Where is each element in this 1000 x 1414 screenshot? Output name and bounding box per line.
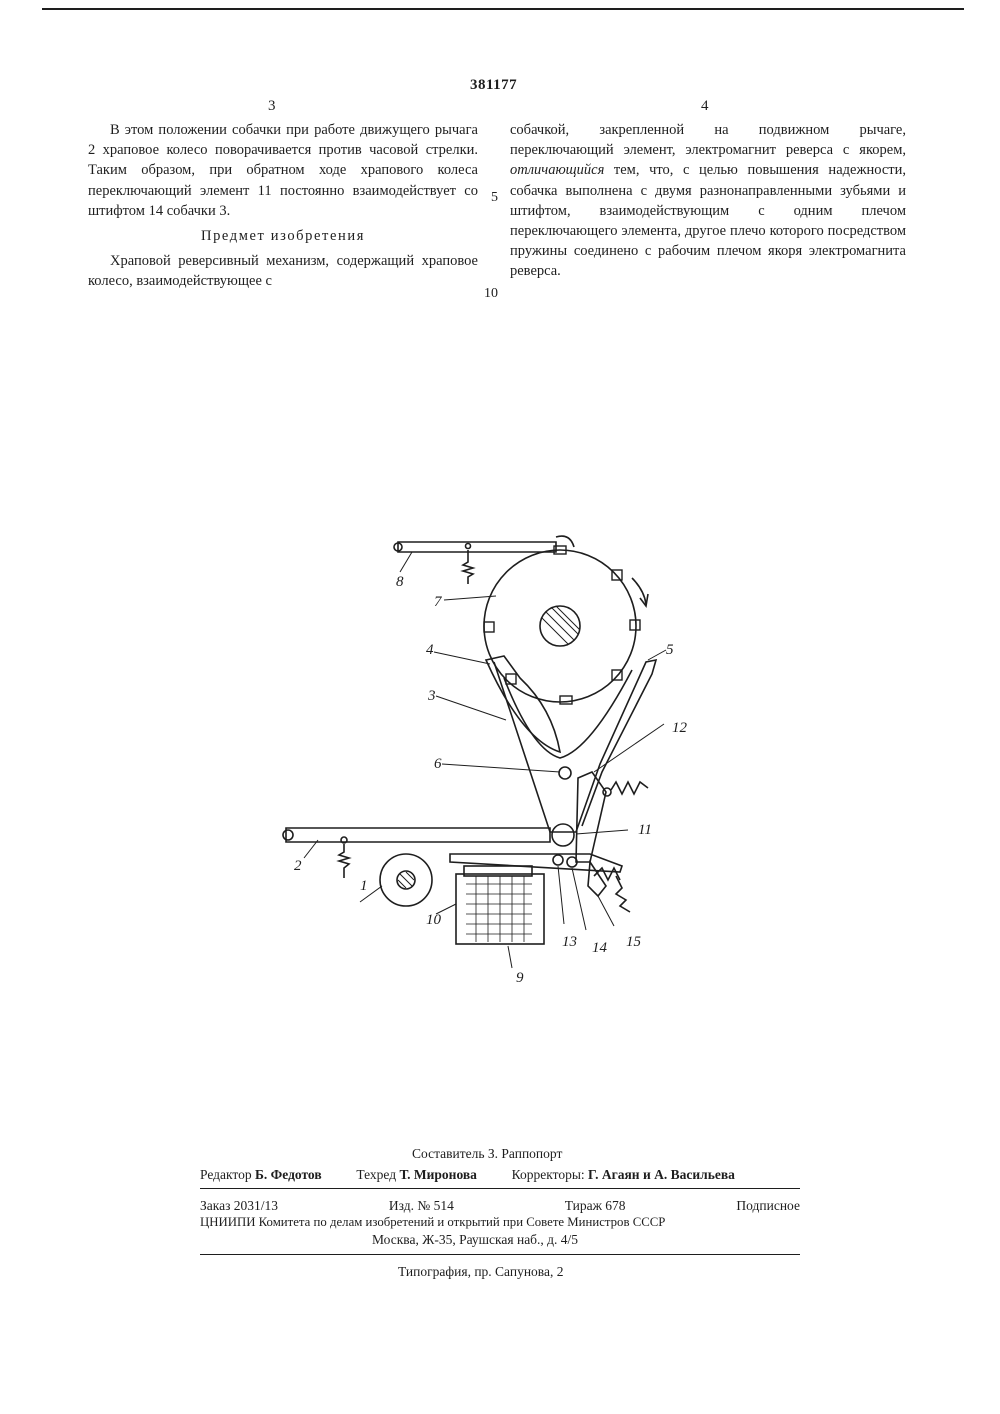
left-paragraph-1: В этом положении собачки при работе движущего рычага 2 храповое колесо поворачивается против часовой стрелки. Таким образом, при обратном ходе храпового колеса переключающий элемент 11 постоянно взаимодействует со штифтом 14 собачки 3. xyxy=(88,122,478,219)
left-column xyxy=(88,120,478,292)
label-1: 1 xyxy=(360,878,368,894)
line-number-5: 5 xyxy=(491,190,498,205)
label-8: 8 xyxy=(396,574,404,590)
order-line xyxy=(200,1197,800,1214)
right-paragraph xyxy=(510,120,906,282)
org-line: ЦНИИПИ Комитета по делам изобретений и открытий при Совете Министров СССР xyxy=(200,1215,666,1229)
right-text-before: собачкой, закрепленной на подвижном рычаге, переключающий элемент, электромагнит реверса с якорем, xyxy=(510,122,906,159)
label-3: 3 xyxy=(428,688,436,704)
left-paragraph-2: Храповой реверсивный механизм, содержащий храповое колесо, взаимодействующее с xyxy=(88,253,478,290)
correctors-names: Г. Агаян и А. Васильева xyxy=(588,1167,735,1182)
label-5: 5 xyxy=(666,642,674,658)
editor-label: Редактор xyxy=(200,1167,252,1182)
editors-line xyxy=(200,1166,800,1183)
circulation: Тираж 678 xyxy=(564,1198,626,1213)
label-14: 14 xyxy=(592,940,607,956)
editor-name: Б. Федотов xyxy=(254,1167,322,1182)
label-11: 11 xyxy=(638,822,652,838)
printer: Типография, пр. Сапунова, 2 xyxy=(398,1264,564,1279)
subscription: Подписное xyxy=(736,1198,800,1213)
label-12: 12 xyxy=(672,720,687,736)
address: Москва, Ж-35, Раушская наб., д. 4/5 xyxy=(372,1232,579,1247)
label-10: 10 xyxy=(426,912,441,928)
label-9: 9 xyxy=(516,970,524,986)
tech-name: Т. Миронова xyxy=(399,1167,477,1182)
label-13: 13 xyxy=(562,934,577,950)
imprint-rule-bottom xyxy=(200,1254,800,1255)
imprint-rule-top xyxy=(200,1188,800,1189)
tech-label: Техред xyxy=(356,1167,397,1182)
label-6: 6 xyxy=(434,756,442,772)
right-column xyxy=(510,120,906,282)
label-4: 4 xyxy=(426,642,434,658)
top-rule xyxy=(42,8,964,10)
right-text-emphasis: отличающийся xyxy=(510,162,605,179)
label-2: 2 xyxy=(294,858,302,874)
label-15: 15 xyxy=(626,934,641,950)
compiler: Составитель З. Раппопорт xyxy=(412,1146,563,1161)
left-column-number: 3 xyxy=(268,98,276,114)
mechanism-diagram xyxy=(260,510,687,990)
edition: Изд. № 514 xyxy=(388,1198,454,1213)
right-text-after: тем, что, с целью повышения надежности, собачка выполнена с двумя разнонаправленными зубьями и штифтом, взаимодействующим с одним плечом переключающего элемента, другое плечо которого посредством пружины соединено с рабочим плечом якоря электромагнита реверса. xyxy=(510,162,906,280)
patent-number: 381177 xyxy=(470,77,518,93)
line-number-10: 10 xyxy=(484,286,498,301)
order: Заказ 2031/13 xyxy=(200,1198,279,1213)
correctors-label: Корректоры: xyxy=(511,1167,585,1182)
label-7: 7 xyxy=(434,594,442,610)
right-column-number: 4 xyxy=(701,98,709,114)
claims-heading: Предмет изобретения xyxy=(201,228,365,245)
diagram-svg xyxy=(260,510,687,990)
